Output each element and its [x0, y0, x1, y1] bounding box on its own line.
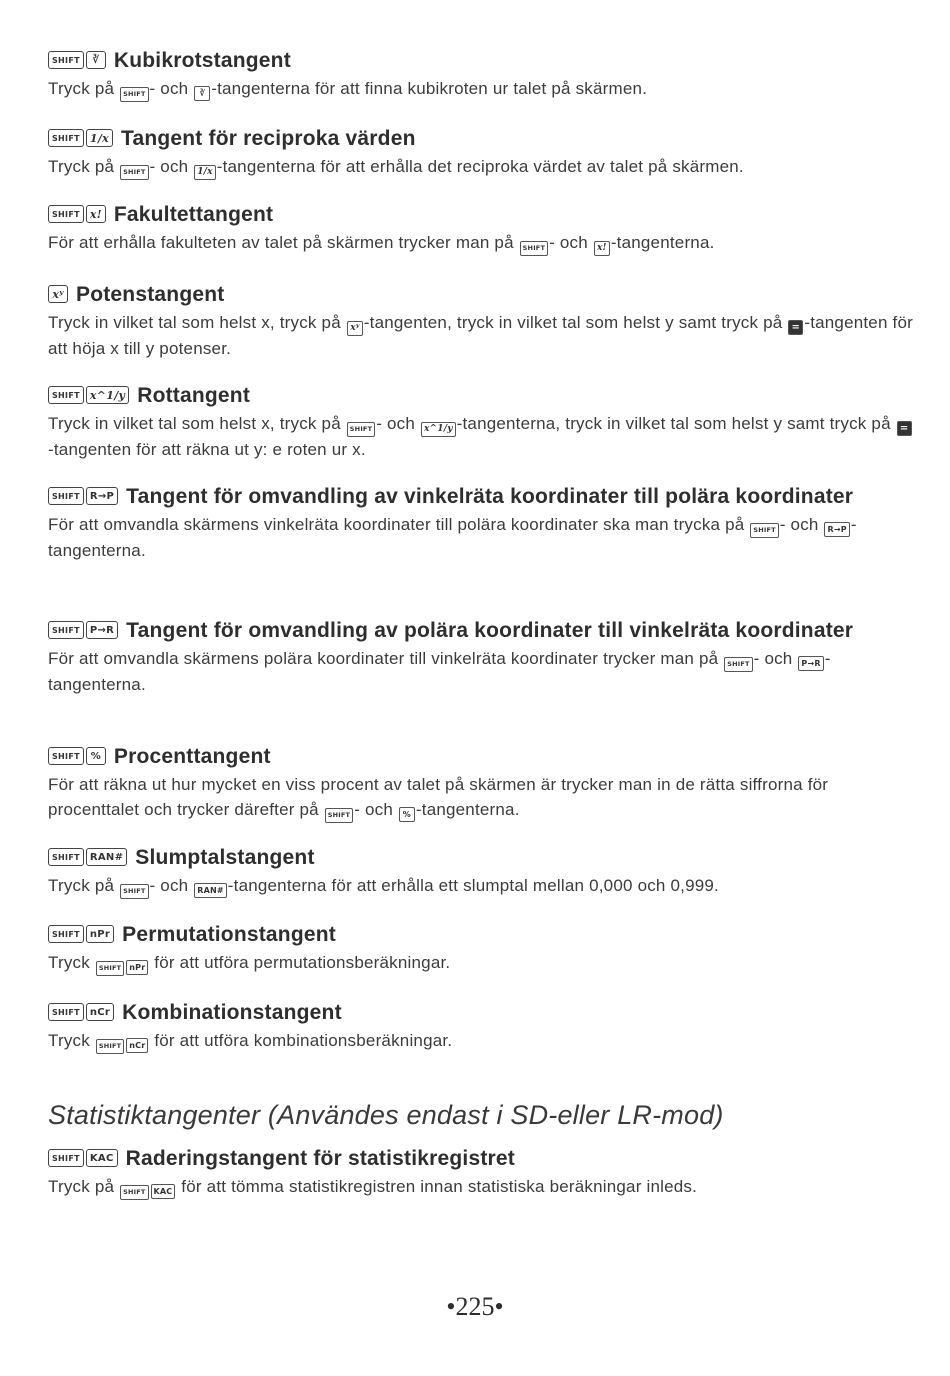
section-description — [48, 873, 918, 899]
description-text: -tangenterna för att erhålla ett slumptal mellan 0,000 och 0,999. — [227, 876, 719, 895]
root-key-icon: x^1/y — [86, 386, 129, 404]
key-section — [48, 48, 918, 102]
shift-key-icon: SHIFT — [48, 1003, 84, 1021]
key-combination — [48, 744, 106, 765]
description-text: - och — [149, 79, 194, 98]
shift-key-icon: SHIFT — [48, 51, 84, 69]
factorial-key-icon: x! — [86, 205, 106, 223]
power-key-icon: xʸ — [347, 321, 363, 336]
section-heading — [48, 1146, 918, 1172]
section-description — [48, 230, 918, 256]
key-section — [48, 922, 918, 976]
key-combination — [48, 922, 114, 943]
key-combination — [48, 1000, 114, 1021]
description-text: -tangenten för att höja x till y potenser. — [48, 313, 913, 358]
shift-key-icon: SHIFT — [120, 87, 148, 102]
polar-to-rect-key-icon: P→R — [798, 656, 823, 671]
shift-key-icon: SHIFT — [48, 205, 84, 223]
description-text: -tangenterna. — [415, 800, 520, 819]
shift-key-icon: SHIFT — [724, 657, 752, 672]
shift-key-icon: SHIFT — [120, 884, 148, 899]
description-text: -tangenterna, tryck in vilket tal som helst y samt tryck på — [456, 414, 896, 433]
shift-key-icon: SHIFT — [96, 1039, 124, 1054]
description-text: -tangenterna. — [610, 233, 715, 252]
section-description — [48, 646, 918, 697]
percent-key-icon: % — [399, 807, 415, 822]
key-section — [48, 202, 918, 256]
description-text: För att omvandla skärmens polära koordinater till vinkelräta koordinater trycker man på — [48, 649, 724, 668]
permutation-key-icon: nPr — [86, 925, 114, 943]
section-description — [48, 310, 918, 361]
description-text: - och — [354, 800, 398, 819]
section-heading — [48, 282, 918, 308]
section-description — [48, 772, 918, 823]
section-title: Rottangent — [137, 384, 251, 407]
description-text: -tangenterna för att erhålla det reciproka värdet av talet på skärmen. — [216, 157, 744, 176]
reciprocal-key-icon: 1/x — [194, 165, 216, 180]
description-text: Tryck på — [48, 157, 120, 176]
description-text: Tryck — [48, 1031, 95, 1050]
shift-key-icon: SHIFT — [48, 1149, 84, 1167]
section-heading — [48, 383, 918, 409]
section-title: Slumptalstangent — [135, 846, 315, 869]
key-combination — [48, 845, 127, 866]
description-text: Tryck på — [48, 79, 120, 98]
description-text: -tangenterna. — [48, 649, 831, 694]
description-text: Tryck — [48, 953, 95, 972]
shift-key-icon: SHIFT — [48, 747, 84, 765]
root-key-icon: x^1/y — [421, 422, 456, 437]
description-text: -tangenterna för att finna kubikroten ur talet på skärmen. — [211, 79, 648, 98]
description-text: för att tömma statistikregistren innan statistiska beräkningar inleds. — [176, 1177, 698, 1196]
statistics-heading: Statistiktangenter (Användes endast i SD-eller LR-mod) — [48, 1100, 724, 1130]
shift-key-icon: SHIFT — [48, 848, 84, 866]
description-text: Tryck på — [48, 1177, 120, 1196]
description-text: - och — [149, 876, 194, 895]
section-title: Procenttangent — [113, 745, 271, 768]
key-combination — [48, 383, 129, 404]
key-section — [48, 126, 918, 180]
description-text: För att omvandla skärmens vinkelräta koordinater till polära koordinater ska man trycka på — [48, 515, 750, 534]
description-text: - och — [549, 233, 593, 252]
section-description — [48, 154, 918, 180]
description-text: För att räkna ut hur mycket en viss procent av talet på skärmen är trycker man in de rätta siffrorna för procenttalet och trycker därefter på — [48, 775, 829, 819]
description-text: - och — [149, 157, 194, 176]
combination-key-icon: nCr — [126, 1038, 148, 1053]
section-title: Permutationstangent — [122, 923, 336, 946]
shift-key-icon: SHIFT — [120, 1185, 148, 1200]
shift-key-icon: SHIFT — [120, 165, 148, 180]
section-title: Kombinationstangent — [122, 1001, 342, 1024]
factorial-key-icon: x! — [594, 241, 610, 256]
key-combination — [48, 48, 106, 69]
section-heading — [48, 618, 918, 644]
rect-to-polar-key-icon: R→P — [86, 487, 118, 505]
shift-key-icon: SHIFT — [48, 129, 84, 147]
key-section — [48, 618, 918, 697]
key-combination — [48, 202, 106, 223]
rect-to-polar-key-icon: R→P — [824, 522, 849, 537]
kac-key-icon: KAC — [151, 1184, 176, 1199]
key-section — [48, 845, 918, 899]
kac-key-icon: KAC — [86, 1149, 118, 1167]
description-text: för att utföra permutationsberäkningar. — [149, 953, 451, 972]
random-key-icon: RAN# — [194, 883, 227, 898]
section-title: Fakultettangent — [113, 203, 274, 226]
key-section — [48, 744, 918, 823]
shift-key-icon: SHIFT — [48, 621, 84, 639]
reciprocal-key-icon: 1/x — [86, 129, 113, 147]
random-key-icon: RAN# — [86, 848, 127, 866]
key-section — [48, 484, 918, 563]
description-text: Tryck på — [48, 876, 120, 895]
section-heading — [48, 484, 918, 510]
key-section — [48, 282, 918, 361]
shift-key-icon: SHIFT — [750, 523, 778, 538]
shift-key-icon: SHIFT — [48, 386, 84, 404]
description-text: -tangenten, tryck in vilket tal som helst y samt tryck på — [363, 313, 788, 332]
key-combination — [48, 484, 118, 505]
description-text: - och — [753, 649, 798, 668]
section-heading — [48, 1000, 918, 1026]
key-section — [48, 383, 918, 462]
section-heading — [48, 202, 918, 228]
section-heading — [48, 922, 918, 948]
shift-key-icon: SHIFT — [520, 241, 548, 256]
equals-key-icon: = — [897, 421, 912, 436]
section-heading — [48, 744, 918, 770]
cube-root-key-icon: ∛ — [194, 86, 210, 101]
section-description — [48, 76, 918, 102]
key-combination — [48, 1146, 118, 1167]
key-combination — [48, 282, 68, 303]
shift-key-icon: SHIFT — [325, 808, 353, 823]
shift-key-icon: SHIFT — [48, 925, 84, 943]
polar-to-rect-key-icon: P→R — [86, 621, 118, 639]
section-description — [48, 950, 918, 976]
description-text: För att erhålla fakulteten av talet på skärmen trycker man på — [48, 233, 519, 252]
page-number: •225• — [446, 1292, 504, 1321]
equals-key-icon: = — [788, 320, 803, 335]
section-title: Tangent för omvandling av vinkelräta koordinater till polära koordinater — [126, 485, 854, 508]
section-title: Tangent för reciproka värden — [121, 127, 416, 150]
section-title: Potenstangent — [76, 283, 225, 306]
key-section — [48, 1146, 918, 1200]
section-description — [48, 512, 918, 563]
section-heading — [48, 48, 918, 74]
section-title: Raderingstangent för statistikregistret — [125, 1147, 515, 1170]
description-text: - och — [376, 414, 420, 433]
section-heading — [48, 845, 918, 871]
section-description — [48, 1028, 918, 1054]
section-description — [48, 1174, 918, 1200]
combination-key-icon: nCr — [86, 1003, 114, 1021]
section-heading — [48, 126, 918, 152]
key-section — [48, 1000, 918, 1054]
permutation-key-icon: nPr — [126, 960, 148, 975]
section-description — [48, 411, 918, 462]
description-text: -tangenterna. — [48, 515, 857, 560]
section-title: Tangent för omvandling av polära koordinater till vinkelräta koordinater — [126, 619, 854, 642]
shift-key-icon: SHIFT — [48, 487, 84, 505]
description-text: - och — [779, 515, 824, 534]
percent-key-icon: % — [86, 747, 106, 765]
description-text: -tangenten för att räkna ut y: e roten ur x. — [48, 440, 366, 459]
shift-key-icon: SHIFT — [96, 961, 124, 976]
key-combination — [48, 126, 113, 147]
description-text: Tryck in vilket tal som helst x, tryck på — [48, 313, 346, 332]
description-text: för att utföra kombinationsberäkningar. — [149, 1031, 453, 1050]
description-text: Tryck in vilket tal som helst x, tryck på — [48, 414, 346, 433]
power-key-icon: xʸ — [48, 285, 68, 303]
section-title: Kubikrotstangent — [113, 49, 291, 72]
key-combination — [48, 618, 118, 639]
cube-root-key-icon: ∛ — [86, 51, 106, 69]
shift-key-icon: SHIFT — [347, 422, 375, 437]
